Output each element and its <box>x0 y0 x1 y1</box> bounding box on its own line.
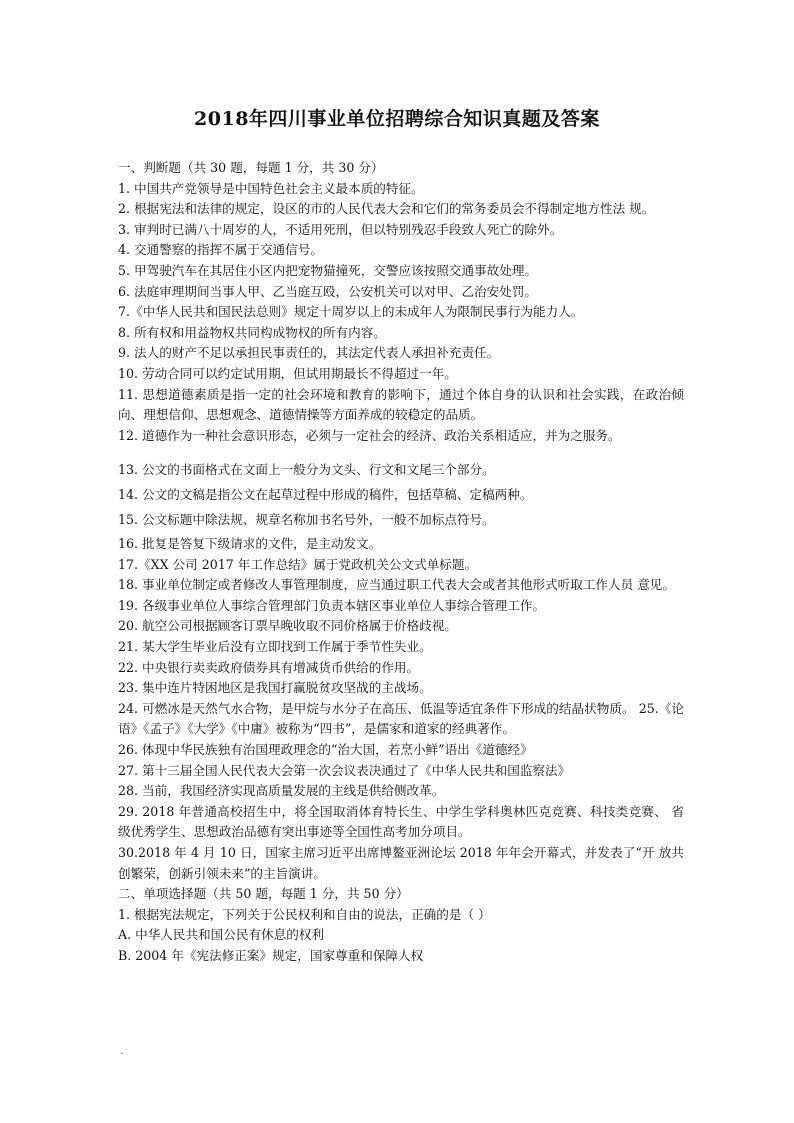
question-item: 1. 中国共产党领导是中国特色社会主义最本质的特征。 <box>118 180 424 196</box>
question-item: 8. 所有权和用益物权共同构成物权的所有内容。 <box>118 324 386 340</box>
question-item: 9. 法人的财产不足以承担民事责任的，其法定代表人承担补充责任。 <box>118 345 500 361</box>
question-item: 14. 公文的文稿是指公文在起草过程中形成的稿件，包括草稿、定稿两种。 <box>118 486 533 502</box>
question-item: 16. 批复是答复下级请求的文件，是主动发文。 <box>118 536 382 552</box>
section-header-single-choice: 二、单项选择题（共 50 题，每题 1 分，共 50 分） <box>118 886 409 902</box>
question-item: 27. 第十三届全国人民代表大会第一次会议表决通过了《中华人民共和国监察法》 <box>118 762 571 778</box>
question-item: 28. 当前，我国经济实现高质量发展的主线是供给侧改革。 <box>118 783 445 799</box>
question-item: 5. 甲驾驶汽车在其居住小区内把宠物猫撞死，交警应该按照交通事故处理。 <box>118 262 538 278</box>
question-item: 11. 思想道德素质是指一定的社会环境和教育的影响下，通过个体自身的认识和社会实践，在政治倾向、理想信仰、思想观念、道德情操等方面养成的较稳定的品质。 <box>118 386 684 423</box>
question-item: 13. 公文的书面格式在文面上一般分为文头、行文和文尾三个部分。 <box>118 462 495 478</box>
question-item: 22. 中央银行卖卖政府债券具有增减货币供给的作用。 <box>118 659 420 675</box>
question-item: 7.《中华人民共和国民法总则》规定十周岁以上的未成年人为限制民事行为能力人。 <box>118 304 584 320</box>
document-body <box>118 158 684 967</box>
question-item: 3. 审判时已满八十周岁的人，不适用死刑，但以特别残忍手段致人死亡的除外。 <box>118 221 563 237</box>
choice-question: 1. 根据宪法规定，下列关于公民权利和自由的说法，正确的是（ ） <box>118 906 491 922</box>
question-item: 24. 可燃冰是天然气水合物，是甲烷与水分子在高压、低温等适宜条件下形成的结晶状物质。 25.《论语》《孟子》《大学》《中庸》被称为“四书”，是儒家和道家的经典著作。 <box>118 700 684 737</box>
footer-mark: . <box>120 1046 124 1057</box>
choice-option-b: B. 2004 年《宪法修正案》规定，国家尊重和保障人权 <box>118 947 424 963</box>
choice-option-a: A. 中华人民共和国公民有休息的权利 <box>118 927 325 943</box>
question-item: 21. 某大学生毕业后没有立即找到工作属于季节性失业。 <box>118 639 432 655</box>
section-header-judgment: 一、判断题（共 30 题，每题 1 分，共 30 分） <box>118 160 384 175</box>
question-item: 30.2018 年 4 月 10 日，国家主席习近平出席博鳌亚洲论坛 2018 年年会开幕式，并发表了“开 放共创繁荣，创新引领未来”的主旨演讲。 <box>118 845 684 881</box>
question-item: 2. 根据宪法和法律的规定，设区的市的人民代表大会和它们的常务委员会不得制定地方性法 规。 <box>118 201 655 217</box>
question-item: 19. 各级事业单位人事综合管理部门负责本辖区事业单位人事综合管理工作。 <box>118 597 546 613</box>
question-item: 17.《XX 公司 2017 年工作总结》属于党政机关公文式单标题。 <box>118 556 478 572</box>
question-item: 4. 交通警察的指挥不属于交通信号。 <box>118 242 323 258</box>
question-item: 10. 劳动合同可以约定试用期，但试用期最长不得超过一年。 <box>118 365 457 381</box>
question-item: 6. 法庭审理期间当事人甲、乙当庭互殴，公安机关可以对甲、乙治安处罚。 <box>118 283 538 299</box>
question-item: 20. 航空公司根据顾客订票早晚收取不同价格属于价格歧视。 <box>118 618 457 634</box>
page-title: 2018年四川事业单位招聘综合知识真题及答案 <box>194 108 600 130</box>
question-item: 26. 体现中华民族独有治国理政理念的“治大国，若烹小鲜”语出《道德经》 <box>118 742 533 758</box>
question-item: 12. 道德作为一种社会意识形态，必须与一定社会的经济、政治关系相适应，并为之服务。 <box>118 427 621 443</box>
question-item: 15. 公文标题中除法规、规章名称加书名号外，一般不加标点符号。 <box>118 511 495 527</box>
question-item: 23. 集中连片特困地区是我国打赢脱贫攻坚战的主战场。 <box>118 680 432 696</box>
question-item: 29. 2018 年普通高校招生中，将全国取消体育特长生、中学生学科奥林匹克竞赛、科技类竞赛、 省级优秀学生、思想政治品德有突出事迹等全国性高考加分项目。 <box>118 803 684 840</box>
question-item: 18. 事业单位制定或者修改人事管理制度，应当通过职工代表大会或者其他形式听取工作人员 意见。 <box>118 577 675 593</box>
